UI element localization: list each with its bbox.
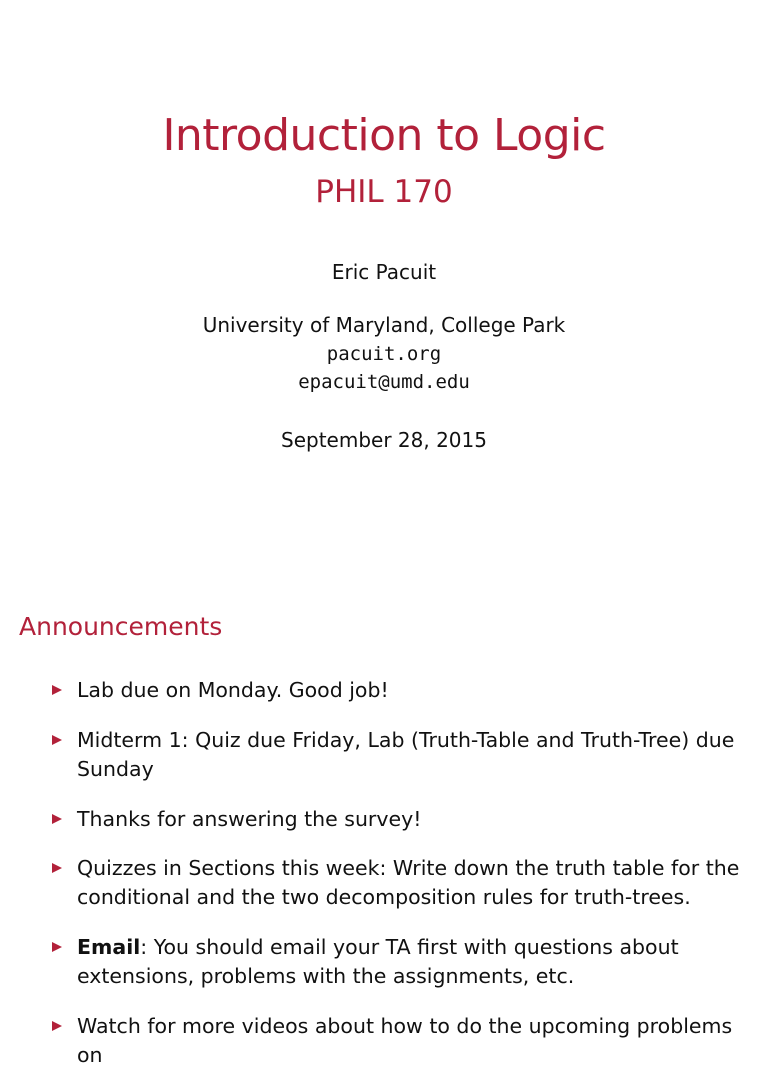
bullet-triangle-icon — [52, 1021, 62, 1031]
slide-title: Introduction to Logic — [162, 110, 606, 161]
author-name: Eric Pacuit — [331, 260, 437, 284]
list-item-text: Midterm 1: Quiz due Friday, Lab (Truth-Table and Truth-Tree) due Sunday — [77, 728, 735, 781]
date: September 28, 2015 — [281, 428, 487, 452]
website-link[interactable]: pacuit.org — [326, 343, 442, 365]
bullet-triangle-icon — [52, 685, 62, 695]
list-item-text — [77, 933, 747, 991]
bullet-triangle-icon — [52, 942, 62, 952]
list-item-text: Quizzes in Sections this week: Write down the truth table for the conditional and the two decomposition rules for truth-trees. — [77, 856, 740, 909]
announcements-heading: Announcements — [19, 612, 223, 641]
bullet-triangle-icon — [52, 863, 62, 873]
affiliation: University of Maryland, College Park — [202, 313, 566, 337]
bullet-triangle-icon — [52, 814, 62, 824]
bullet-triangle-icon — [52, 735, 62, 745]
list-item-text: Lab due on Monday. Good job! — [77, 678, 389, 702]
list-item-text: Watch for more videos about how to do the upcoming problems on — [77, 1014, 733, 1067]
email-link[interactable]: epacuit@umd.edu — [298, 371, 470, 393]
email-note: : You should email your TA first with questions about extensions, problems with the assignments, etc. — [77, 935, 679, 988]
course-code: PHIL 170 — [315, 174, 453, 210]
email-label: Email — [77, 935, 141, 959]
list-item-text: Thanks for answering the survey! — [77, 807, 422, 831]
